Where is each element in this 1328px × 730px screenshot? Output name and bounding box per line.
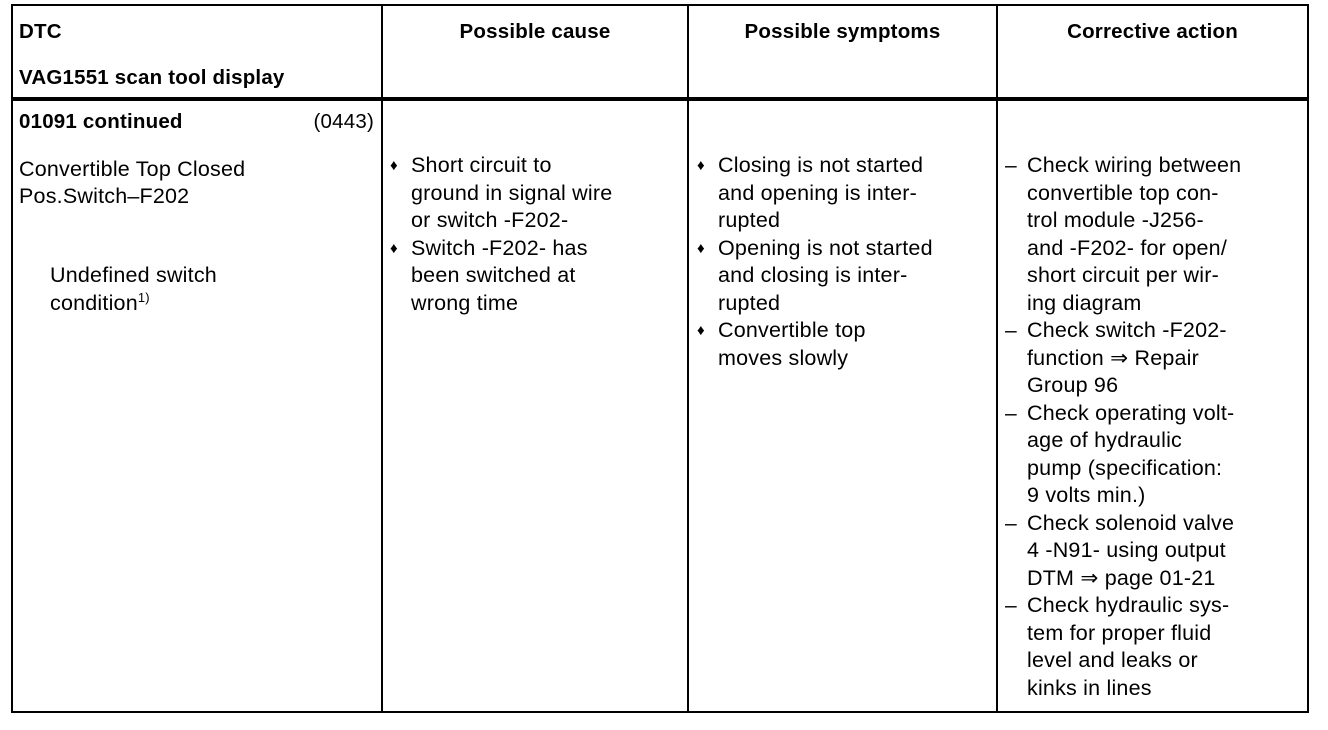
symptoms-cell (694, 152, 994, 372)
action-item-line: ing diagram (1027, 290, 1142, 315)
action-item-line: 4 -N91- using output (1027, 538, 1226, 562)
symptom-item-line: Closing is not started (718, 153, 924, 177)
dash-icon: – (1005, 401, 1017, 425)
component-line-2: Pos.Switch–F202 (19, 184, 190, 208)
column-divider-3 (996, 6, 998, 711)
causes-list (387, 152, 683, 317)
cause-item-line: wrong time (411, 290, 519, 315)
bullet-icon: ♦ (390, 157, 398, 174)
dtc-cell (19, 110, 374, 317)
column-divider-2 (687, 6, 689, 711)
cause-item-line: Switch -F202- has (411, 235, 588, 260)
action-item-line: pump (specification: (1027, 455, 1223, 480)
dash-icon: – (1005, 154, 1017, 177)
symptom-item (694, 152, 994, 235)
actions-cell (1003, 152, 1308, 702)
header-dtc-title: DTC (19, 20, 62, 43)
action-item-line: DTM ⇒ page 01-21 (1027, 565, 1216, 590)
dtc-component (19, 156, 374, 210)
action-item (1003, 317, 1308, 400)
cause-item (387, 235, 683, 318)
column-divider-1 (381, 6, 383, 711)
dash-icon: – (1005, 511, 1017, 535)
action-item-line: short circuit per wir- (1027, 263, 1219, 287)
header-possible-symptoms: Possible symptoms (744, 20, 941, 43)
bullet-icon: ♦ (697, 157, 705, 174)
symptom-item (694, 317, 994, 372)
condition-line-2 (50, 289, 374, 317)
bullet-icon: ♦ (697, 239, 705, 257)
action-item-line: Check wiring between (1027, 153, 1242, 177)
header-dtc (19, 20, 374, 90)
symptom-item (694, 235, 994, 318)
dtc-code-ref: (0443) (313, 110, 374, 133)
symptom-item-line: rupted (718, 208, 781, 232)
dtc-code-line (19, 110, 374, 136)
symptom-item-line: Convertible top (718, 318, 866, 342)
cause-item-line: ground in signal wire (411, 180, 613, 205)
action-item-line: Check solenoid valve (1027, 510, 1235, 535)
condition-text: condition (50, 291, 138, 315)
action-item-line: tem for proper fluid (1027, 620, 1212, 645)
dtc-condition (50, 261, 374, 317)
action-item (1003, 400, 1308, 510)
action-item-line: convertible top con- (1027, 180, 1219, 205)
action-item-line: 9 volts min.) (1027, 483, 1146, 507)
symptom-item-line: Opening is not started (718, 235, 933, 260)
action-item-line: and -F202- for open/ (1027, 235, 1228, 260)
cause-item-line: been switched at (411, 263, 576, 287)
actions-list (1003, 152, 1308, 702)
symptoms-list (694, 152, 994, 372)
component-line-1: Convertible Top Closed (19, 157, 246, 181)
bullet-icon: ♦ (390, 239, 398, 257)
header-corrective-action: Corrective action (1067, 20, 1238, 43)
symptom-item-line: and closing is inter- (718, 263, 908, 287)
header-dtc-subtitle: VAG1551 scan tool display (19, 66, 285, 89)
action-item-line: Check operating volt- (1027, 400, 1235, 425)
action-item-line: age of hydraulic (1027, 428, 1182, 452)
action-item-line: Check hydraulic sys- (1027, 593, 1230, 617)
action-item (1003, 592, 1308, 702)
symptom-item-line: and opening is inter- (718, 180, 918, 205)
header-divider (13, 97, 1307, 101)
action-item-line: function ⇒ Repair (1027, 345, 1199, 370)
header-possible-cause: Possible cause (459, 20, 611, 43)
cause-item-line: Short circuit to (411, 153, 552, 177)
action-item-line: trol module -J256- (1027, 208, 1204, 232)
cause-item-line: or switch -F202- (411, 208, 569, 232)
dash-icon: – (1005, 319, 1017, 342)
action-item-line: Group 96 (1027, 373, 1119, 397)
condition-line-1: Undefined switch (50, 263, 217, 287)
symptom-item-line: moves slowly (718, 345, 849, 370)
action-item-line: level and leaks or (1027, 648, 1198, 672)
symptom-item-line: rupted (718, 290, 781, 315)
condition-footnote: 1) (137, 289, 150, 305)
dash-icon: – (1005, 594, 1017, 617)
bullet-icon: ♦ (697, 322, 705, 339)
causes-cell (387, 152, 683, 317)
cause-item (387, 152, 683, 235)
dtc-code: 01091 continued (19, 110, 183, 133)
action-item-line: kinks in lines (1027, 675, 1152, 700)
action-item (1003, 152, 1308, 317)
dtc-table (11, 4, 1309, 713)
action-item (1003, 510, 1308, 593)
action-item-line: Check switch -F202- (1027, 318, 1227, 342)
